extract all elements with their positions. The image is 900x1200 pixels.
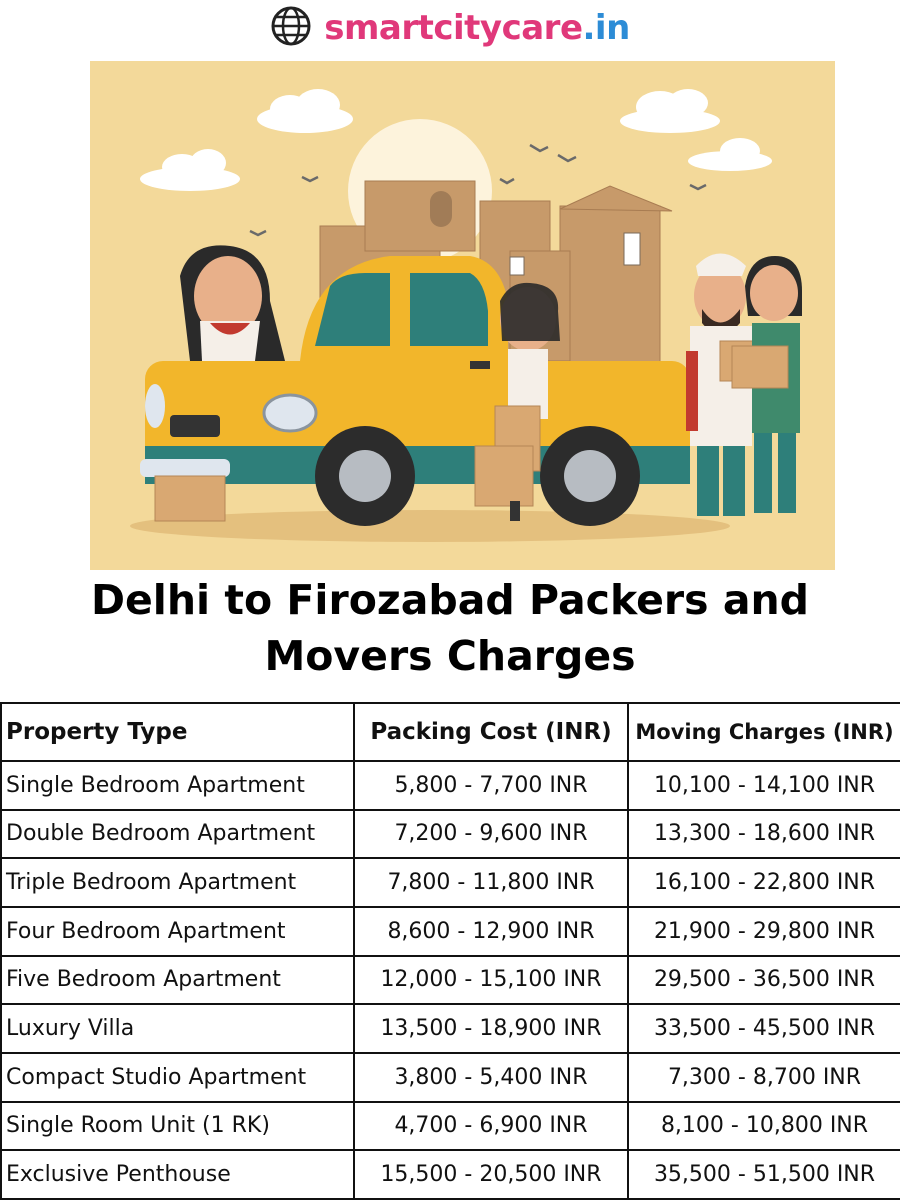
moving-charges-cell: 8,100 - 10,800 INR [628,1102,900,1151]
globe-icon [270,5,312,51]
packing-cost-cell: 12,000 - 15,100 INR [354,956,628,1005]
property-type-cell: Exclusive Penthouse [1,1150,354,1199]
brand-name[interactable] [324,8,630,48]
property-type-cell: Compact Studio Apartment [1,1053,354,1102]
table-row [1,1150,900,1199]
packing-cost-cell: 7,800 - 11,800 INR [354,858,628,907]
packing-cost-cell: 3,800 - 5,400 INR [354,1053,628,1102]
packing-cost-cell: 5,800 - 7,700 INR [354,761,628,810]
moving-charges-cell: 16,100 - 22,800 INR [628,858,900,907]
brand-name-tld: .in [582,8,630,48]
table-row [1,1053,900,1102]
table-row [1,858,900,907]
packing-cost-cell: 13,500 - 18,900 INR [354,1004,628,1053]
brand-header [0,0,900,56]
property-type-cell: Luxury Villa [1,1004,354,1053]
moving-truck-family-illustration [90,61,835,570]
packing-cost-cell: 8,600 - 12,900 INR [354,907,628,956]
property-type-cell: Single Bedroom Apartment [1,761,354,810]
column-header-property-type: Property Type [1,703,354,761]
packing-cost-cell: 4,700 - 6,900 INR [354,1102,628,1151]
property-type-cell: Four Bedroom Apartment [1,907,354,956]
moving-charges-cell: 21,900 - 29,800 INR [628,907,900,956]
charges-table [0,702,900,1200]
property-type-cell: Five Bedroom Apartment [1,956,354,1005]
column-header-moving-charges: Moving Charges (INR) [628,703,900,761]
table-row [1,810,900,859]
table-row [1,907,900,956]
moving-charges-cell: 29,500 - 36,500 INR [628,956,900,1005]
moving-charges-cell: 33,500 - 45,500 INR [628,1004,900,1053]
brand-name-main: smartcitycare [324,8,583,48]
packing-cost-cell: 15,500 - 20,500 INR [354,1150,628,1199]
table-row [1,956,900,1005]
page-title [0,572,900,684]
property-type-cell: Double Bedroom Apartment [1,810,354,859]
moving-charges-cell: 35,500 - 51,500 INR [628,1150,900,1199]
moving-charges-cell: 7,300 - 8,700 INR [628,1053,900,1102]
moving-charges-cell: 13,300 - 18,600 INR [628,810,900,859]
table-header-row [1,703,900,761]
property-type-cell: Triple Bedroom Apartment [1,858,354,907]
column-header-packing-cost: Packing Cost (INR) [354,703,628,761]
page-title-line-1: Delhi to Firozabad Packers and [90,576,810,624]
table-row [1,761,900,810]
property-type-cell: Single Room Unit (1 RK) [1,1102,354,1151]
page-title-line-2: Movers Charges [264,632,636,680]
table-row [1,1102,900,1151]
moving-charges-cell: 10,100 - 14,100 INR [628,761,900,810]
table-row [1,1004,900,1053]
packing-cost-cell: 7,200 - 9,600 INR [354,810,628,859]
